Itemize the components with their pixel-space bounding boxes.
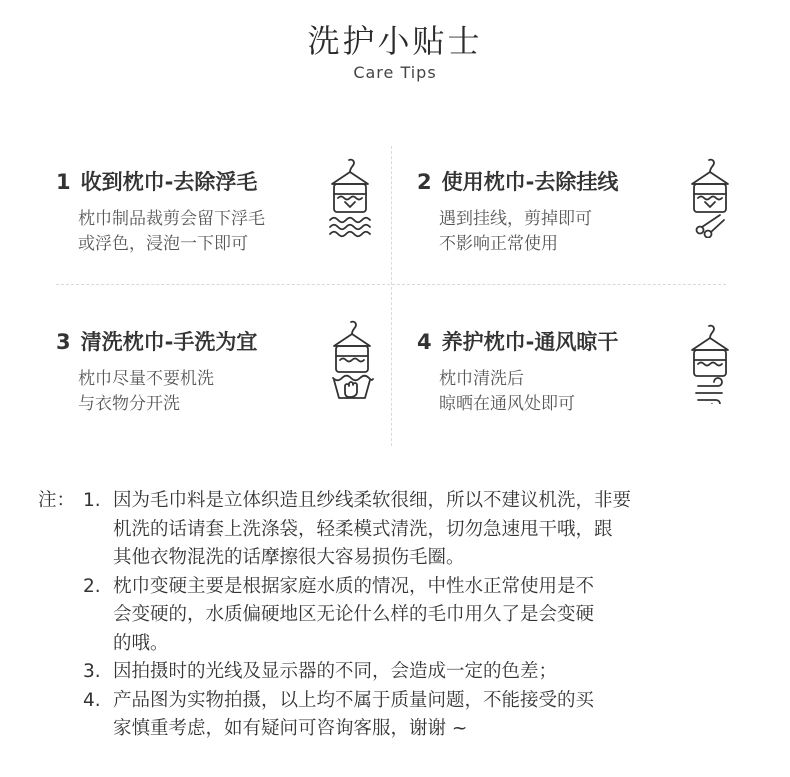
note-line: 其他衣物混洗的话摩擦很大容易损伤毛圈。 [113,547,465,568]
towel-scissors-icon [686,158,734,238]
notes-label: 注： [38,490,76,511]
tip-title: 养护枕巾-通风晾干 [441,330,619,354]
page-subtitle: Care Tips [353,63,437,82]
note-line: 枕巾变硬主要是根据家庭水质的情况，中性水正常使用是不 [113,575,595,597]
tip-heading [417,166,618,196]
towel-handwash-icon [328,320,376,400]
tip-number: 4 [417,330,432,354]
note-line: 的哦。 [113,632,169,654]
tip-text-line: 枕巾制品裁剪会留下浮毛 [78,209,265,229]
tip-text-line: 与衣物分开洗 [78,394,180,414]
note-line: 家慎重考虑，如有疑问可咨询客服，谢谢 ~ [113,718,468,739]
note-line: 会变硬的，水质偏硬地区无论什么样的毛巾用久了是会变硬 [113,604,595,625]
note-line: 产品图为实物拍摄，以上均不属于质量问题，不能接受的买 [113,689,595,711]
tip-number: 1 [56,170,71,194]
tip-title: 清洗枕巾-手洗为宜 [80,330,258,354]
note-line: 因拍摄时的光线及显示器的不同，会造成一定的色差； [113,661,558,682]
note-number: 4. [83,689,101,711]
tip-heading [56,326,257,356]
tip-text-line: 遇到挂线，剪掉即可 [439,209,592,229]
tip-number: 2 [417,170,432,194]
towel-soak-icon [326,158,374,238]
tip-heading [417,326,618,356]
note-number: 3. [83,661,101,682]
note-line: 因为毛巾料是立体织造且纱线柔软很细，所以不建议机洗，非要 [113,490,632,511]
tip-text-line: 枕巾清洗后 [439,369,524,389]
page-title: 洗护小贴士 [307,22,483,60]
tip-title: 收到枕巾-去除浮毛 [80,170,258,194]
tip-heading [56,166,257,196]
tip-text-line: 晾晒在通风处即可 [439,394,575,414]
towel-wind-icon [686,324,734,404]
tip-text-line: 不影响正常使用 [439,234,558,254]
tip-number: 3 [56,330,71,354]
tip-title: 使用枕巾-去除挂线 [441,170,619,194]
tip-text-line: 枕巾尽量不要机洗 [78,369,214,389]
note-number: 1. [83,490,101,511]
note-line: 机洗的话请套上洗涤袋，轻柔模式清洗，切勿急速甩干哦，跟 [113,518,613,540]
note-number: 2. [83,575,101,597]
tip-text-line: 或浮色，浸泡一下即可 [78,234,248,254]
